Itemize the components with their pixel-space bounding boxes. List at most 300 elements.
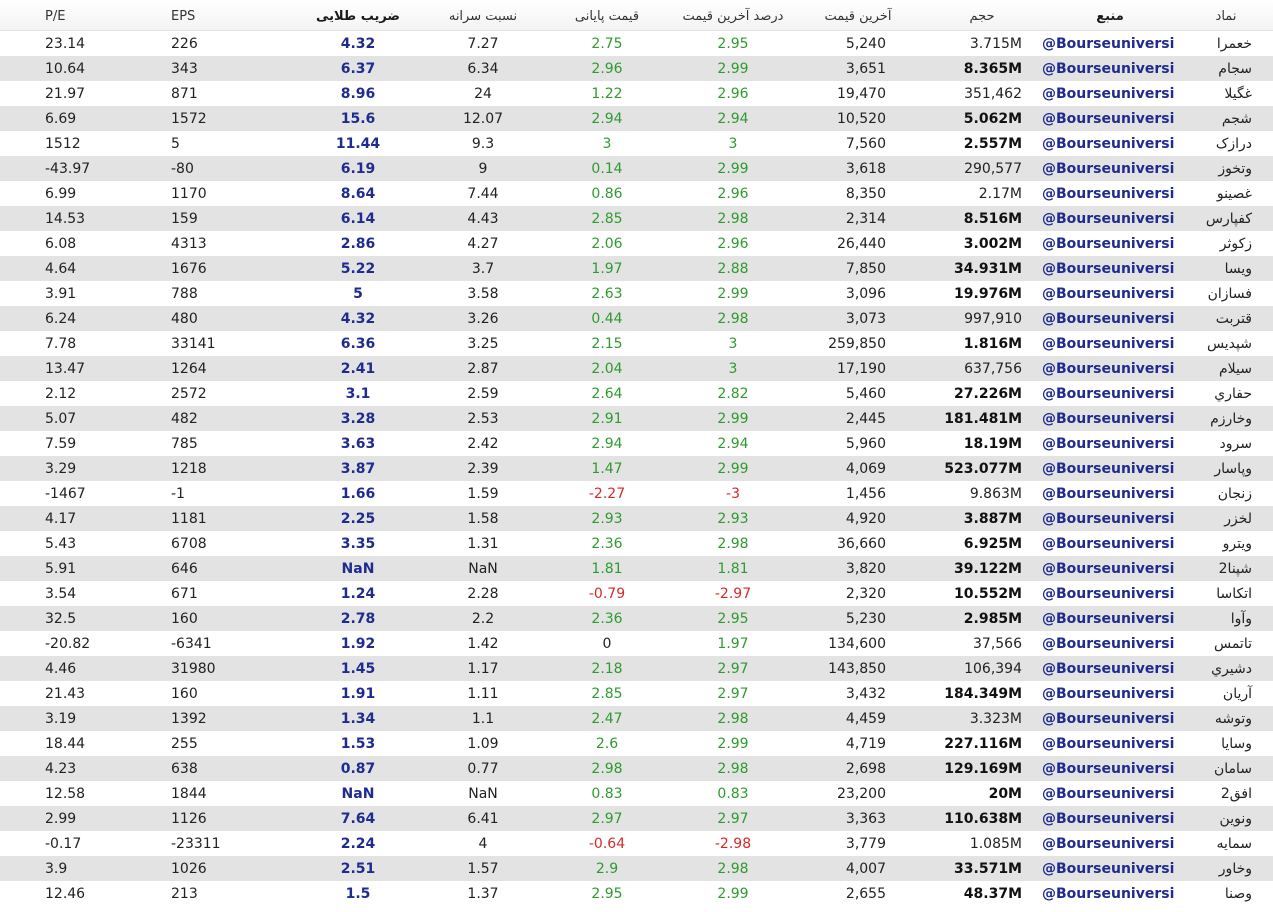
last-price-percent-cell: 2.97 bbox=[717, 686, 749, 702]
last-price-cell: 1,456 bbox=[845, 486, 886, 502]
last-price-percent-cell: 2.98 bbox=[717, 536, 749, 552]
gold-ratio-cell: 1.91 bbox=[340, 686, 376, 702]
symbol-cell: وتخوز bbox=[1218, 161, 1252, 177]
pe-cell: 2.99 bbox=[45, 811, 77, 827]
table-row[interactable] bbox=[0, 756, 1273, 781]
per-capita-ratio-cell: 2.28 bbox=[467, 586, 499, 602]
source-link[interactable]: @Bourseuniversi bbox=[1042, 561, 1175, 577]
table-row[interactable] bbox=[0, 281, 1273, 306]
volume-cell: 37,566 bbox=[973, 636, 1022, 652]
source-link[interactable]: @Bourseuniversi bbox=[1042, 261, 1175, 277]
pe-cell: 18.44 bbox=[45, 736, 86, 752]
final-price-cell: -2.27 bbox=[588, 486, 626, 502]
gold-ratio-cell: 3.87 bbox=[340, 461, 376, 477]
per-capita-ratio-cell: 2.59 bbox=[467, 386, 499, 402]
table-row[interactable] bbox=[0, 881, 1273, 906]
volume-cell: 3.887M bbox=[963, 511, 1022, 527]
pe-cell: -20.82 bbox=[45, 636, 91, 652]
source-link[interactable]: @Bourseuniversi bbox=[1042, 36, 1175, 52]
source-link[interactable]: @Bourseuniversi bbox=[1042, 311, 1175, 327]
last-price-cell: 3,779 bbox=[845, 836, 886, 852]
symbol-cell: سامان bbox=[1213, 761, 1252, 777]
symbol-cell: وخارزم bbox=[1210, 411, 1252, 427]
symbol-cell: فسازان bbox=[1207, 286, 1252, 302]
final-price-cell: 3 bbox=[602, 136, 612, 152]
eps-cell: 4313 bbox=[171, 236, 207, 252]
header-per-capita-ratio[interactable]: نسبت سرانه bbox=[448, 9, 518, 24]
per-capita-ratio-cell: 7.27 bbox=[467, 36, 499, 52]
gold-ratio-cell: 1.24 bbox=[340, 586, 376, 602]
per-capita-ratio-cell: 2.87 bbox=[467, 361, 499, 377]
symbol-cell: حفاري bbox=[1214, 386, 1252, 402]
source-link[interactable]: @Bourseuniversi bbox=[1042, 661, 1175, 677]
last-price-cell: 4,920 bbox=[845, 511, 886, 527]
pe-cell: 6.99 bbox=[45, 186, 77, 202]
last-price-cell: 2,445 bbox=[845, 411, 886, 427]
table-row[interactable] bbox=[0, 81, 1273, 106]
final-price-cell: 2.64 bbox=[591, 386, 623, 402]
source-link[interactable]: @Bourseuniversi bbox=[1042, 511, 1175, 527]
table-row[interactable] bbox=[0, 256, 1273, 281]
symbol-cell: غصینو bbox=[1216, 186, 1252, 202]
per-capita-ratio-cell: 9 bbox=[478, 161, 488, 177]
last-price-cell: 4,007 bbox=[845, 861, 886, 877]
eps-cell: 482 bbox=[171, 411, 198, 427]
last-price-cell: 5,240 bbox=[845, 36, 886, 52]
gold-ratio-cell: 1.53 bbox=[340, 736, 376, 752]
source-link[interactable]: @Bourseuniversi bbox=[1042, 436, 1175, 452]
symbol-cell: سجام bbox=[1218, 61, 1252, 77]
eps-cell: 1392 bbox=[171, 711, 207, 727]
table-row[interactable] bbox=[0, 781, 1273, 806]
header-symbol[interactable]: نماد bbox=[1215, 9, 1237, 24]
table-row[interactable] bbox=[0, 31, 1273, 56]
pe-cell: 21.97 bbox=[45, 86, 86, 102]
pe-cell: 3.29 bbox=[45, 461, 77, 477]
table-row[interactable] bbox=[0, 131, 1273, 156]
volume-cell: 523.077M bbox=[944, 461, 1022, 477]
table-row[interactable] bbox=[0, 156, 1273, 181]
gold-ratio-cell: 2.25 bbox=[340, 511, 376, 527]
symbol-cell: سیلام bbox=[1219, 361, 1252, 377]
pe-cell: 4.64 bbox=[45, 261, 77, 277]
table-row[interactable] bbox=[0, 606, 1273, 631]
gold-ratio-cell: 7.64 bbox=[340, 811, 376, 827]
last-price-cell: 5,460 bbox=[845, 386, 886, 402]
last-price-percent-cell: 1.81 bbox=[717, 561, 749, 577]
symbol-cell: شجم bbox=[1221, 111, 1252, 127]
per-capita-ratio-cell: 3.7 bbox=[471, 261, 495, 277]
table-row[interactable] bbox=[0, 306, 1273, 331]
volume-cell: 351,462 bbox=[964, 86, 1022, 102]
source-link[interactable]: @Bourseuniversi bbox=[1042, 861, 1175, 877]
gold-ratio-cell: 6.19 bbox=[340, 161, 376, 177]
gold-ratio-cell: 4.32 bbox=[340, 36, 376, 52]
gold-ratio-cell: 1.66 bbox=[340, 486, 376, 502]
per-capita-ratio-cell: 12.07 bbox=[462, 111, 504, 127]
pe-cell: 7.59 bbox=[45, 436, 77, 452]
source-link[interactable]: @Bourseuniversi bbox=[1042, 61, 1175, 77]
last-price-cell: 3,432 bbox=[845, 686, 886, 702]
pe-cell: 10.64 bbox=[45, 61, 86, 77]
per-capita-ratio-cell: 1.42 bbox=[467, 636, 499, 652]
final-price-cell: 1.47 bbox=[591, 461, 623, 477]
final-price-cell: 0.86 bbox=[591, 186, 623, 202]
per-capita-ratio-cell: 1.37 bbox=[467, 886, 499, 902]
gold-ratio-cell: 1.5 bbox=[345, 886, 371, 902]
table-row[interactable] bbox=[0, 731, 1273, 756]
volume-cell: 129.169M bbox=[944, 761, 1022, 777]
volume-cell: 48.37M bbox=[963, 886, 1022, 902]
eps-cell: 646 bbox=[171, 561, 198, 577]
last-price-percent-cell: 2.99 bbox=[717, 411, 749, 427]
last-price-percent-cell: 2.98 bbox=[717, 711, 749, 727]
symbol-cell: تاتمس bbox=[1213, 636, 1252, 652]
source-link[interactable]: @Bourseuniversi bbox=[1042, 411, 1175, 427]
table-row[interactable] bbox=[0, 406, 1273, 431]
header-gold-ratio[interactable]: ضریب طلایی bbox=[316, 9, 400, 24]
per-capita-ratio-cell: 1.1 bbox=[471, 711, 495, 727]
gold-ratio-cell: 8.64 bbox=[340, 186, 376, 202]
final-price-cell: 0.44 bbox=[591, 311, 623, 327]
last-price-cell: 3,651 bbox=[845, 61, 886, 77]
source-link[interactable]: @Bourseuniversi bbox=[1042, 711, 1175, 727]
table-row[interactable] bbox=[0, 581, 1273, 606]
gold-ratio-cell: 2.51 bbox=[340, 861, 376, 877]
last-price-percent-cell: 2.98 bbox=[717, 311, 749, 327]
final-price-cell: 2.94 bbox=[591, 111, 623, 127]
last-price-percent-cell: 1.97 bbox=[717, 636, 749, 652]
symbol-cell: سرود bbox=[1219, 436, 1252, 452]
last-price-cell: 7,850 bbox=[845, 261, 886, 277]
pe-cell: 3.19 bbox=[45, 711, 77, 727]
volume-cell: 110.638M bbox=[944, 811, 1022, 827]
symbol-cell: درازک bbox=[1215, 136, 1252, 152]
table-row[interactable] bbox=[0, 456, 1273, 481]
pe-cell: 6.69 bbox=[45, 111, 77, 127]
eps-cell: 671 bbox=[171, 586, 198, 602]
per-capita-ratio-cell: 3.58 bbox=[467, 286, 499, 302]
last-price-cell: 8,350 bbox=[845, 186, 886, 202]
table-row[interactable] bbox=[0, 331, 1273, 356]
eps-cell: 213 bbox=[171, 886, 198, 902]
source-link[interactable]: @Bourseuniversi bbox=[1042, 886, 1175, 902]
final-price-cell: 2.93 bbox=[591, 511, 623, 527]
final-price-cell: -0.64 bbox=[588, 836, 626, 852]
pe-cell: -43.97 bbox=[45, 161, 91, 177]
per-capita-ratio-cell: 2.39 bbox=[467, 461, 499, 477]
source-link[interactable]: @Bourseuniversi bbox=[1042, 836, 1175, 852]
gold-ratio-cell: 6.36 bbox=[340, 336, 376, 352]
final-price-cell: -0.79 bbox=[588, 586, 626, 602]
per-capita-ratio-cell: 6.41 bbox=[467, 811, 499, 827]
pe-cell: 14.53 bbox=[45, 211, 86, 227]
per-capita-ratio-cell: 1.31 bbox=[467, 536, 499, 552]
volume-cell: 181.481M bbox=[944, 411, 1022, 427]
volume-cell: 1.816M bbox=[963, 336, 1022, 352]
source-link[interactable]: @Bourseuniversi bbox=[1042, 211, 1175, 227]
table-row[interactable] bbox=[0, 831, 1273, 856]
final-price-cell: 2.06 bbox=[591, 236, 623, 252]
pe-cell: 7.78 bbox=[45, 336, 77, 352]
source-link[interactable]: @Bourseuniversi bbox=[1042, 811, 1175, 827]
last-price-percent-cell: 2.97 bbox=[717, 811, 749, 827]
header-last-price-percent[interactable]: درصد آخرین قیمت bbox=[682, 9, 784, 24]
eps-cell: 226 bbox=[171, 36, 198, 52]
source-link[interactable]: @Bourseuniversi bbox=[1042, 136, 1175, 152]
eps-cell: 6708 bbox=[171, 536, 207, 552]
last-price-percent-cell: 2.88 bbox=[717, 261, 749, 277]
eps-cell: 160 bbox=[171, 611, 198, 627]
last-price-cell: 3,096 bbox=[845, 286, 886, 302]
per-capita-ratio-cell: NaN bbox=[468, 561, 498, 577]
source-link[interactable]: @Bourseuniversi bbox=[1042, 361, 1175, 377]
gold-ratio-cell: NaN bbox=[341, 561, 375, 577]
last-price-percent-cell: 3 bbox=[728, 361, 738, 377]
final-price-cell: 2.36 bbox=[591, 536, 623, 552]
eps-cell: 1264 bbox=[171, 361, 207, 377]
source-link[interactable]: @Bourseuniversi bbox=[1042, 761, 1175, 777]
last-price-cell: 2,655 bbox=[845, 886, 886, 902]
source-link[interactable]: @Bourseuniversi bbox=[1042, 86, 1175, 102]
eps-cell: 343 bbox=[171, 61, 198, 77]
source-link[interactable]: @Bourseuniversi bbox=[1042, 386, 1175, 402]
symbol-cell: وآوا bbox=[1230, 611, 1252, 627]
table-row[interactable] bbox=[0, 506, 1273, 531]
symbol-cell: وپاسار bbox=[1214, 461, 1252, 477]
pe-cell: 6.24 bbox=[45, 311, 77, 327]
symbol-cell: اتکاسا bbox=[1216, 586, 1252, 602]
gold-ratio-cell: 3.63 bbox=[340, 436, 376, 452]
last-price-percent-cell: 2.99 bbox=[717, 736, 749, 752]
gold-ratio-cell: 1.92 bbox=[340, 636, 376, 652]
table-row[interactable] bbox=[0, 381, 1273, 406]
header-volume[interactable]: حجم bbox=[969, 9, 995, 24]
header-source[interactable]: منبع bbox=[1096, 9, 1124, 24]
last-price-cell: 2,698 bbox=[845, 761, 886, 777]
table-row[interactable] bbox=[0, 356, 1273, 381]
last-price-percent-cell: 3 bbox=[728, 136, 738, 152]
table-row[interactable] bbox=[0, 631, 1273, 656]
final-price-cell: 1.97 bbox=[591, 261, 623, 277]
source-link[interactable]: @Bourseuniversi bbox=[1042, 336, 1175, 352]
last-price-percent-cell: 2.94 bbox=[717, 111, 749, 127]
source-link[interactable]: @Bourseuniversi bbox=[1042, 461, 1175, 477]
source-link[interactable]: @Bourseuniversi bbox=[1042, 111, 1175, 127]
last-price-cell: 23,200 bbox=[837, 786, 886, 802]
eps-cell: 255 bbox=[171, 736, 198, 752]
gold-ratio-cell: 5 bbox=[353, 286, 363, 302]
source-link[interactable]: @Bourseuniversi bbox=[1042, 161, 1175, 177]
eps-cell: -80 bbox=[171, 161, 194, 177]
pe-cell: 21.43 bbox=[45, 686, 86, 702]
per-capita-ratio-cell: 2.2 bbox=[471, 611, 495, 627]
pe-cell: 6.08 bbox=[45, 236, 77, 252]
final-price-cell: 2.15 bbox=[591, 336, 623, 352]
source-link[interactable]: @Bourseuniversi bbox=[1042, 186, 1175, 202]
symbol-cell: افق2 bbox=[1220, 786, 1252, 802]
last-price-percent-cell: 2.94 bbox=[717, 436, 749, 452]
per-capita-ratio-cell: NaN bbox=[468, 786, 498, 802]
per-capita-ratio-cell: 7.44 bbox=[467, 186, 499, 202]
header-last-price[interactable]: آخرین قیمت bbox=[824, 9, 892, 24]
table-row[interactable] bbox=[0, 706, 1273, 731]
last-price-cell: 19,470 bbox=[837, 86, 886, 102]
per-capita-ratio-cell: 1.17 bbox=[467, 661, 499, 677]
source-link[interactable]: @Bourseuniversi bbox=[1042, 486, 1175, 502]
per-capita-ratio-cell: 4.27 bbox=[467, 236, 499, 252]
final-price-cell: 2.85 bbox=[591, 211, 623, 227]
eps-cell: 1181 bbox=[171, 511, 207, 527]
last-price-cell: 10,520 bbox=[837, 111, 886, 127]
gold-ratio-cell: 11.44 bbox=[335, 136, 381, 152]
final-price-cell: 2.04 bbox=[591, 361, 623, 377]
final-price-cell: 2.36 bbox=[591, 611, 623, 627]
pe-cell: 12.46 bbox=[45, 886, 86, 902]
final-price-cell: 2.97 bbox=[591, 811, 623, 827]
pe-cell: 1512 bbox=[45, 136, 81, 152]
pe-cell: 5.07 bbox=[45, 411, 77, 427]
eps-cell: 1126 bbox=[171, 811, 207, 827]
gold-ratio-cell: 3.35 bbox=[340, 536, 376, 552]
final-price-cell: 2.6 bbox=[595, 736, 619, 752]
table-row[interactable] bbox=[0, 656, 1273, 681]
symbol-cell: زنجان bbox=[1217, 486, 1252, 502]
gold-ratio-cell: 0.87 bbox=[340, 761, 376, 777]
table-row[interactable] bbox=[0, 556, 1273, 581]
last-price-percent-cell: 2.97 bbox=[717, 661, 749, 677]
per-capita-ratio-cell: 1.09 bbox=[467, 736, 499, 752]
eps-cell: 785 bbox=[171, 436, 198, 452]
last-price-cell: 5,230 bbox=[845, 611, 886, 627]
table-row[interactable] bbox=[0, 531, 1273, 556]
eps-cell: 5 bbox=[171, 136, 180, 152]
symbol-cell: وتوشه bbox=[1214, 711, 1252, 727]
per-capita-ratio-cell: 3.25 bbox=[467, 336, 499, 352]
symbol-cell: سمایه bbox=[1216, 836, 1252, 852]
volume-cell: 106,394 bbox=[964, 661, 1022, 677]
gold-ratio-cell: 6.14 bbox=[340, 211, 376, 227]
final-price-cell: 2.18 bbox=[591, 661, 623, 677]
header-final-price[interactable]: قیمت پایانی bbox=[574, 9, 640, 24]
eps-cell: 1572 bbox=[171, 111, 207, 127]
last-price-cell: 134,600 bbox=[828, 636, 886, 652]
final-price-cell: 2.98 bbox=[591, 761, 623, 777]
source-link[interactable]: @Bourseuniversi bbox=[1042, 611, 1175, 627]
table-row[interactable] bbox=[0, 431, 1273, 456]
last-price-percent-cell: 2.95 bbox=[717, 36, 749, 52]
source-link[interactable]: @Bourseuniversi bbox=[1042, 736, 1175, 752]
header-eps[interactable]: EPS bbox=[171, 9, 196, 24]
last-price-cell: 143,850 bbox=[828, 661, 886, 677]
pe-cell: -1467 bbox=[45, 486, 86, 502]
per-capita-ratio-cell: 9.3 bbox=[471, 136, 495, 152]
volume-cell: 2.17M bbox=[978, 186, 1022, 202]
volume-cell: 5.062M bbox=[963, 111, 1022, 127]
table-row[interactable] bbox=[0, 681, 1273, 706]
volume-cell: 33.571M bbox=[954, 861, 1022, 877]
last-price-cell: 3,073 bbox=[845, 311, 886, 327]
eps-cell: 480 bbox=[171, 311, 198, 327]
volume-cell: 6.925M bbox=[963, 536, 1022, 552]
eps-cell: 159 bbox=[171, 211, 198, 227]
symbol-cell: وصنا bbox=[1224, 886, 1252, 902]
pe-cell: 4.46 bbox=[45, 661, 77, 677]
source-link[interactable]: @Bourseuniversi bbox=[1042, 586, 1175, 602]
table-row[interactable] bbox=[0, 481, 1273, 506]
source-link[interactable]: @Bourseuniversi bbox=[1042, 636, 1175, 652]
last-price-percent-cell: 2.82 bbox=[717, 386, 749, 402]
last-price-percent-cell: 2.99 bbox=[717, 286, 749, 302]
last-price-percent-cell: -3 bbox=[726, 486, 740, 502]
per-capita-ratio-cell: 2.53 bbox=[467, 411, 499, 427]
gold-ratio-cell: 5.22 bbox=[340, 261, 376, 277]
eps-cell: 788 bbox=[171, 286, 198, 302]
volume-cell: 3.715M bbox=[969, 36, 1022, 52]
last-price-percent-cell: 2.99 bbox=[717, 886, 749, 902]
pe-cell: 4.23 bbox=[45, 761, 77, 777]
source-link[interactable]: @Bourseuniversi bbox=[1042, 236, 1175, 252]
volume-cell: 3.323M bbox=[969, 711, 1022, 727]
table-row[interactable] bbox=[0, 181, 1273, 206]
final-price-cell: 2.94 bbox=[591, 436, 623, 452]
last-price-percent-cell: 2.93 bbox=[717, 511, 749, 527]
last-price-cell: 4,459 bbox=[845, 711, 886, 727]
per-capita-ratio-cell: 3.26 bbox=[467, 311, 499, 327]
per-capita-ratio-cell: 6.34 bbox=[467, 61, 499, 77]
table-row[interactable] bbox=[0, 806, 1273, 831]
last-price-percent-cell: 2.96 bbox=[717, 236, 749, 252]
table-row[interactable] bbox=[0, 106, 1273, 131]
eps-cell: 1170 bbox=[171, 186, 207, 202]
last-price-cell: 3,618 bbox=[845, 161, 886, 177]
last-price-cell: 17,190 bbox=[837, 361, 886, 377]
volume-cell: 27.226M bbox=[954, 386, 1022, 402]
final-price-cell: 2.75 bbox=[591, 36, 623, 52]
pe-cell: 2.12 bbox=[45, 386, 77, 402]
final-price-cell: 1.22 bbox=[591, 86, 623, 102]
pe-cell: 5.91 bbox=[45, 561, 77, 577]
volume-cell: 637,756 bbox=[964, 361, 1022, 377]
source-link[interactable]: @Bourseuniversi bbox=[1042, 536, 1175, 552]
table-row[interactable] bbox=[0, 56, 1273, 81]
pe-cell: 4.17 bbox=[45, 511, 77, 527]
last-price-cell: 4,069 bbox=[845, 461, 886, 477]
per-capita-ratio-cell: 4 bbox=[478, 836, 488, 852]
eps-cell: 871 bbox=[171, 86, 198, 102]
table-row[interactable] bbox=[0, 231, 1273, 256]
final-price-cell: 0 bbox=[602, 636, 612, 652]
header-pe[interactable]: P/E bbox=[45, 9, 66, 24]
volume-cell: 19.976M bbox=[954, 286, 1022, 302]
table-row[interactable] bbox=[0, 856, 1273, 881]
pe-cell: 32.5 bbox=[45, 611, 77, 627]
last-price-percent-cell: 0.83 bbox=[717, 786, 749, 802]
symbol-cell: آریان bbox=[1222, 686, 1252, 702]
eps-cell: 160 bbox=[171, 686, 198, 702]
eps-cell: 1218 bbox=[171, 461, 207, 477]
table-header bbox=[0, 0, 1273, 31]
per-capita-ratio-cell: 24 bbox=[474, 86, 492, 102]
symbol-cell: زکوثر bbox=[1219, 236, 1252, 252]
pe-cell: 12.58 bbox=[45, 786, 86, 802]
source-link[interactable]: @Bourseuniversi bbox=[1042, 786, 1175, 802]
source-link[interactable]: @Bourseuniversi bbox=[1042, 286, 1175, 302]
gold-ratio-cell: 15.6 bbox=[340, 111, 376, 127]
gold-ratio-cell: 3.1 bbox=[345, 386, 371, 402]
table-row[interactable] bbox=[0, 206, 1273, 231]
source-link[interactable]: @Bourseuniversi bbox=[1042, 686, 1175, 702]
